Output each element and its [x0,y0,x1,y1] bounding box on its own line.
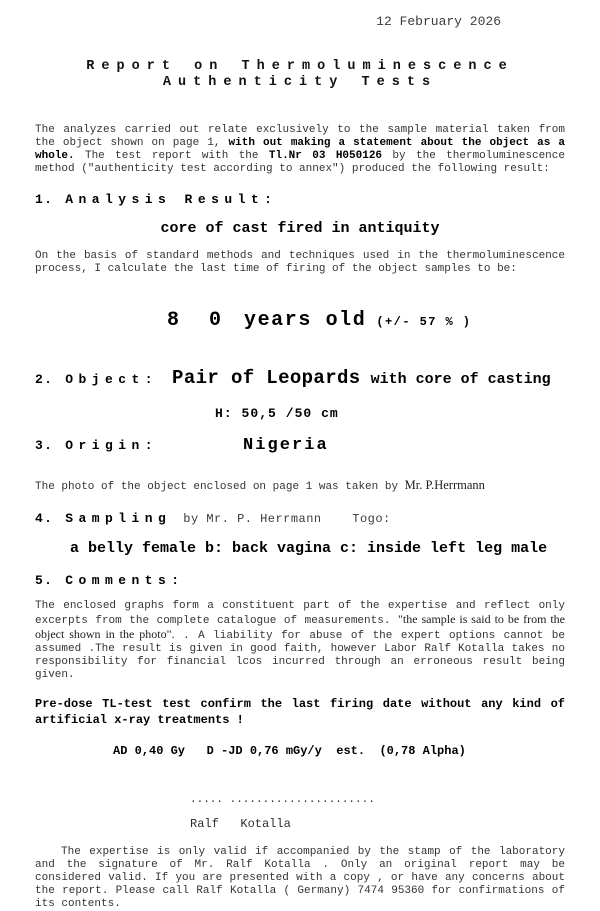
comments-paragraph [35,600,565,682]
section-origin-heading [35,436,565,455]
section-analysis-label: Analysis Result: [65,192,278,207]
section-comments-number: 5. [35,573,54,588]
comments-serif-quote: "the sample is said to be from the object shown in the photo". [35,612,565,641]
section-origin-label: Origin: [65,438,159,453]
origin-value: Nigeria [243,436,329,455]
comments-text-1: The enclosed graphs form a constituent part of the expertise and reflect only excerpts from the complete catalogue of measurements. [35,600,565,627]
intro-paragraph [35,124,565,176]
intro-bold-statement: with out making a statement about the object as a whole. [35,137,565,162]
age-result-line [35,291,565,350]
intro-text-2: The test report with the [74,150,269,162]
sampling-locations: a belly female b: back vagina c: inside left leg male [70,540,548,557]
object-name-suffix: with core of casting [370,371,551,388]
section-sampling-number: 4. [35,511,54,526]
footer-validity-paragraph: The expertise is only valid if accompanied by the stamp of the laboratory and the signature of Mr. Ralf Kotalla . Only an original report may be considered valid. If you are presented with a copy , or have any concerns about the report. Please call Ralf Kotalla ( Germany) 7474 95360 for confirmations of its contents. [35,846,565,910]
report-title [35,59,565,91]
dose-values: AD 0,40 Gy D -JD 0,76 mGy/y est. (0,78 Alpha) [113,744,466,758]
object-height: H: 50,5 /50 cm [215,406,339,421]
section-sampling-label: Sampling [65,511,172,526]
photographer-name: Mr. P.Herrmann [404,478,485,492]
section-analysis-heading [35,192,565,207]
section-comments-label: Comments: [65,573,185,588]
report-title-line1: Report on Thermoluminescence [86,59,514,74]
signature-name: Ralf Kotalla [190,817,291,831]
photo-credit-line [35,478,565,493]
photo-credit-text: The photo of the object enclosed on page 1 was taken by [35,481,405,493]
comments-text-2: . A liability for abuse of the expert options cannot be assumed .The result is given in good faith, however Labor Ralf Kotalla takes no responsibility for financial lcos incurred through an erroneous result being given. [35,630,565,681]
report-date: 12 February 2026 [376,14,501,29]
section-origin-number: 3. [35,438,54,453]
section-object-number: 2. [35,372,54,387]
method-paragraph: On the basis of standard methods and techniques used in the thermoluminescence process, I calculate the last time of firing of the object samples to be: [35,250,565,275]
analysis-result: core of cast fired in antiquity [160,220,440,237]
predose-statement: Pre-dose TL-test test confirm the last firing date without any kind of artificial x-ray treatments ! [35,697,565,727]
intro-text-3: by the thermoluminescence method ("authenticity test according to annex") produced the following result: [35,150,565,175]
object-name: Pair of Leopards [172,367,361,389]
sampling-by-text: by Mr. P. Herrmann Togo: [183,512,391,526]
section-analysis-number: 1. [35,192,54,207]
age-tolerance: (+/- 57 % ) [376,315,472,329]
age-label: years old [243,309,367,332]
signature-dotted-line: ..... ...................... [190,794,375,806]
section-sampling-heading [35,511,565,526]
section-comments-heading [35,573,565,588]
age-value: 8 0 [166,309,230,332]
section-object-label: Object: [65,372,159,387]
test-report-number: Tl.Nr 03 H050126 [268,150,383,162]
section-object-heading [35,367,565,389]
report-title-line2: Authenticity Tests [162,75,438,90]
intro-text-1: The analyzes carried out relate exclusively to the sample material taken from the object shown on page 1, [35,124,565,149]
